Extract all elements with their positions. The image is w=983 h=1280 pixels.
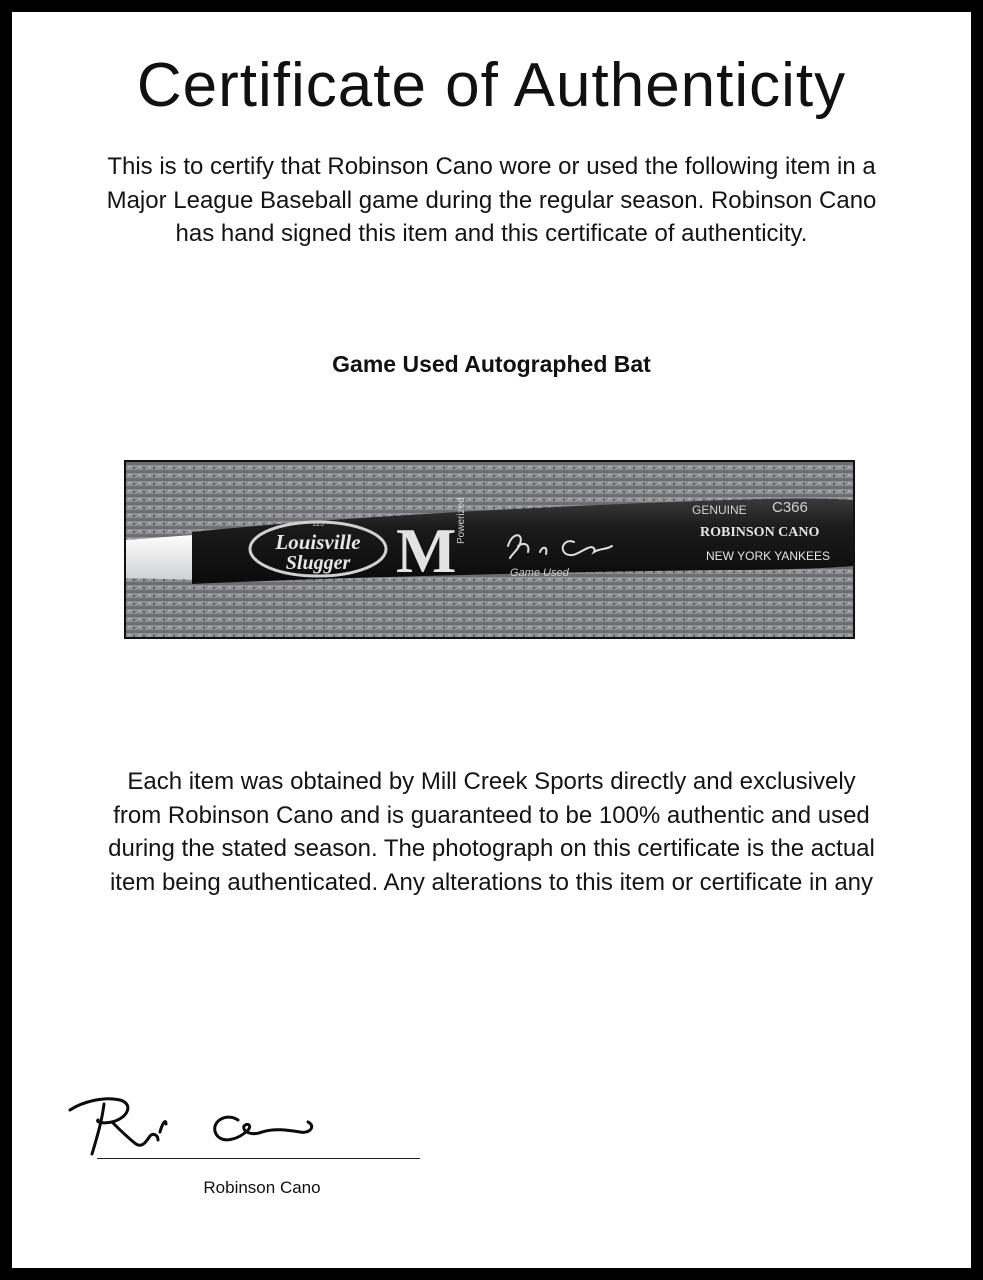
handwritten-signature bbox=[62, 1074, 422, 1158]
item-title: Game Used Autographed Bat bbox=[332, 351, 651, 377]
closing-line: item being authenticated. Any alterations to this item or certificate in any bbox=[109, 868, 874, 896]
team-stamp: NEW YORK YANKEES bbox=[706, 549, 831, 563]
closing-line: during the stated season. The photograph on this certificate is the actual bbox=[108, 835, 875, 862]
intro-line: Major League Baseball game during the regular season. Robinson Cano bbox=[106, 186, 877, 214]
bat-photo bbox=[124, 460, 855, 639]
bat-brand-line1: Louisville bbox=[275, 530, 361, 554]
closing-line: Each item was obtained by Mill Creek Sports directly and exclusively bbox=[127, 768, 856, 795]
m-logo: M bbox=[396, 515, 457, 586]
genuine-label: GENUINE bbox=[692, 503, 747, 517]
intro-line: has hand signed this item and this certificate of authenticity. bbox=[175, 220, 808, 247]
closing-paragraph bbox=[52, 765, 931, 899]
signature-line bbox=[97, 1158, 420, 1159]
closing-line: from Robinson Cano and is guaranteed to be 100% authentic and used bbox=[113, 801, 870, 829]
powerized-label: Powerized bbox=[456, 497, 467, 544]
certificate-sheet bbox=[12, 12, 971, 1268]
signature-block bbox=[62, 1074, 422, 1204]
certificate-title: Certificate of Authenticity bbox=[136, 51, 847, 120]
player-name-stamp: ROBINSON CANO bbox=[700, 525, 820, 540]
bat-brand-line2: Slugger bbox=[285, 552, 351, 574]
bat-model-number: 125 bbox=[312, 521, 324, 528]
bat-inscription: Game Used bbox=[510, 567, 569, 579]
intro-paragraph bbox=[52, 150, 931, 251]
intro-line: This is to certify that Robinson Cano wore or used the following item in a bbox=[107, 153, 876, 180]
signer-name: Robinson Cano bbox=[203, 1178, 321, 1197]
model-code: C366 bbox=[772, 499, 808, 516]
